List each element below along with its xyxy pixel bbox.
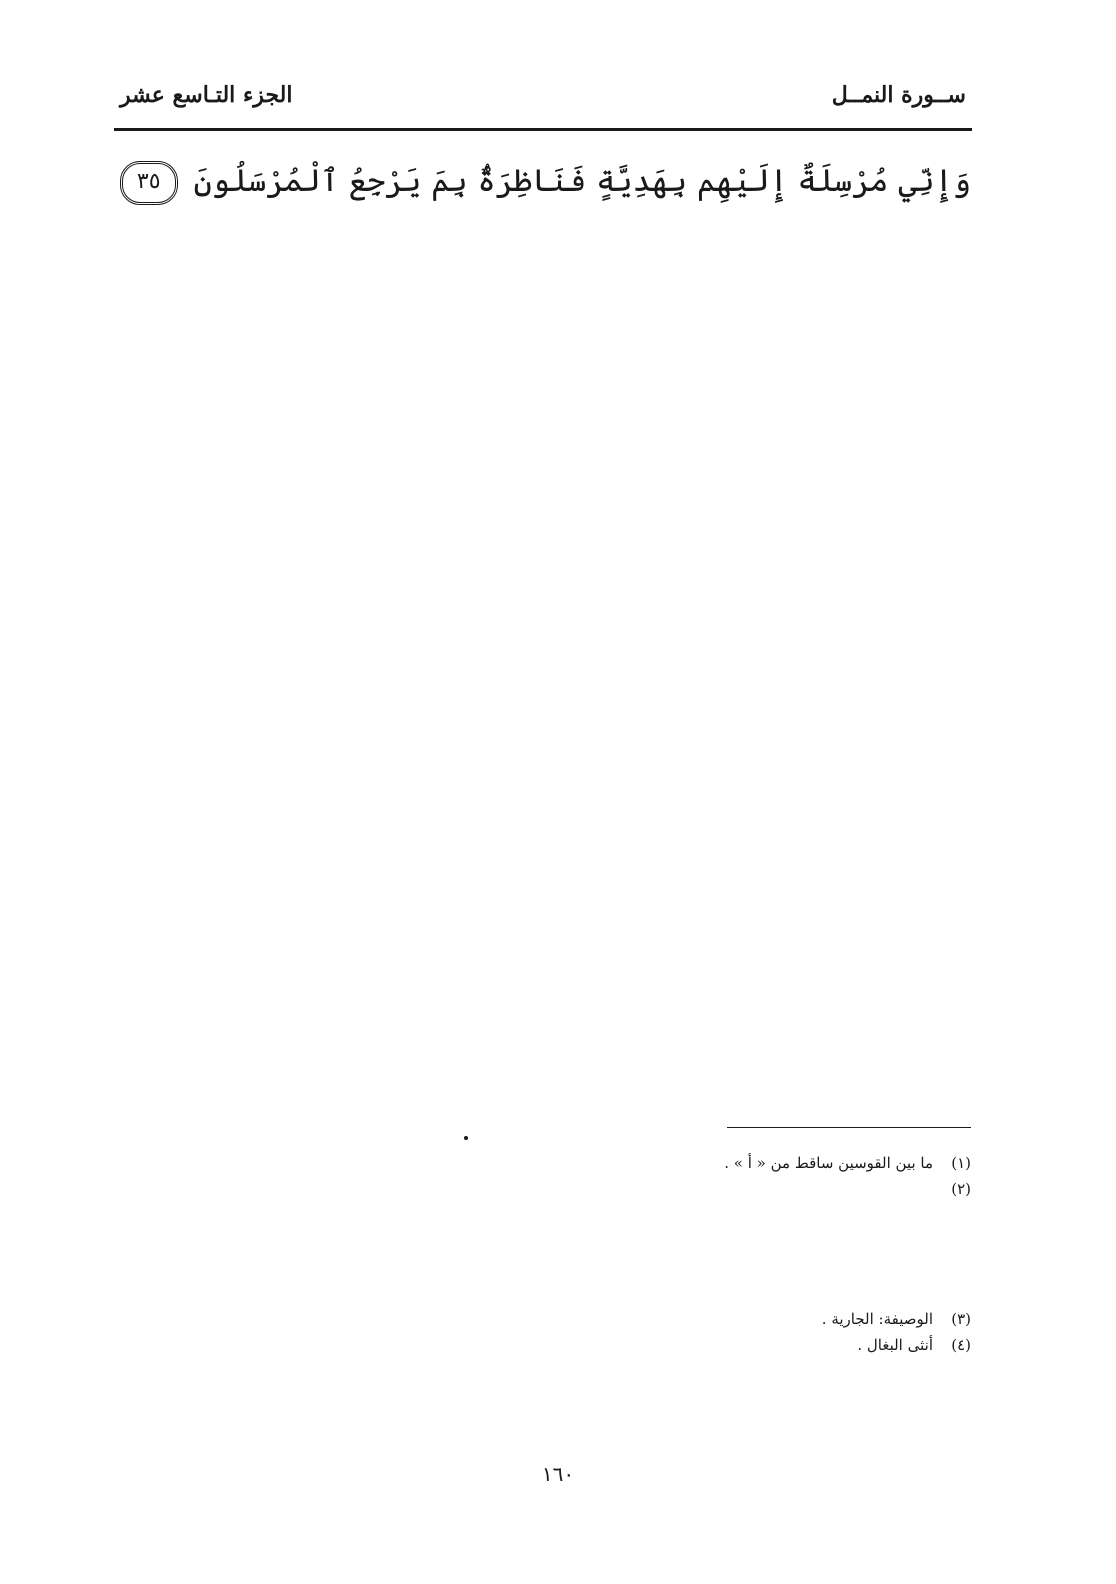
footnote-line [114, 1254, 933, 1280]
paragraph-6 [114, 754, 971, 942]
footnotes [114, 1150, 971, 1358]
text-line [114, 566, 951, 604]
text-line [114, 266, 971, 304]
text-line [114, 228, 971, 266]
text-line [114, 454, 951, 492]
footnote-line [114, 1202, 933, 1228]
ayah-number-badge: ٣٥ [120, 161, 178, 205]
text-line [114, 378, 951, 416]
text-line [114, 867, 951, 905]
text-line [114, 717, 951, 755]
paragraph-5 [114, 717, 971, 755]
footnote-number: (٢) [951, 1180, 971, 1198]
paragraph-3 [114, 604, 971, 679]
header-rule [114, 128, 972, 131]
footnote-3 [114, 1306, 971, 1332]
footnote-text: أنثى البغال . [857, 1336, 933, 1354]
footnote-number: (٤) [951, 1336, 971, 1354]
footnote-line [114, 1228, 933, 1254]
paragraph-2 [114, 341, 971, 604]
text-line [114, 491, 951, 529]
verse-text: وَإِنِّي مُرْسِلَةٌ إِلَيْهِم بِهَدِيَّةٍ فَنَاظِرَةٌۢ بِمَ يَرْجِعُ ٱلْمُرْسَلُونَ [193, 163, 971, 199]
footnote-1 [114, 1150, 971, 1176]
footnote-2 [114, 1176, 971, 1306]
footnote-number: (٣) [951, 1310, 971, 1328]
page-number: ١٦٠ [541, 1462, 575, 1486]
text-line [114, 905, 951, 943]
text-line [114, 303, 971, 341]
footnote-text: الوصيفة: الجارية . [821, 1310, 933, 1328]
footnote-rule [727, 1127, 971, 1128]
text-line [114, 830, 951, 868]
text-line [114, 341, 951, 379]
text-line [114, 416, 951, 454]
footnote-line [114, 1176, 933, 1202]
text-line [114, 679, 951, 717]
text-line [114, 792, 951, 830]
juz-header: الجزء التـاسع عشر [120, 82, 293, 108]
footnote-number: (١) [951, 1154, 971, 1172]
footnote-text [114, 1176, 933, 1306]
text-line [114, 604, 951, 642]
quran-verse [114, 152, 971, 210]
text-line [114, 754, 951, 792]
text-line [114, 529, 951, 567]
decorative-dot [464, 1136, 468, 1140]
footnote-text: ما بين القوسين ساقط من « أ » . [724, 1154, 933, 1172]
surah-header: ســورة النمــل [831, 82, 966, 108]
text-line [114, 642, 951, 680]
paragraph-1 [114, 228, 971, 341]
footnote-line [114, 1280, 933, 1306]
footnote-4 [114, 1332, 971, 1358]
paragraph-4 [114, 679, 971, 717]
tafsir-body [114, 228, 971, 942]
